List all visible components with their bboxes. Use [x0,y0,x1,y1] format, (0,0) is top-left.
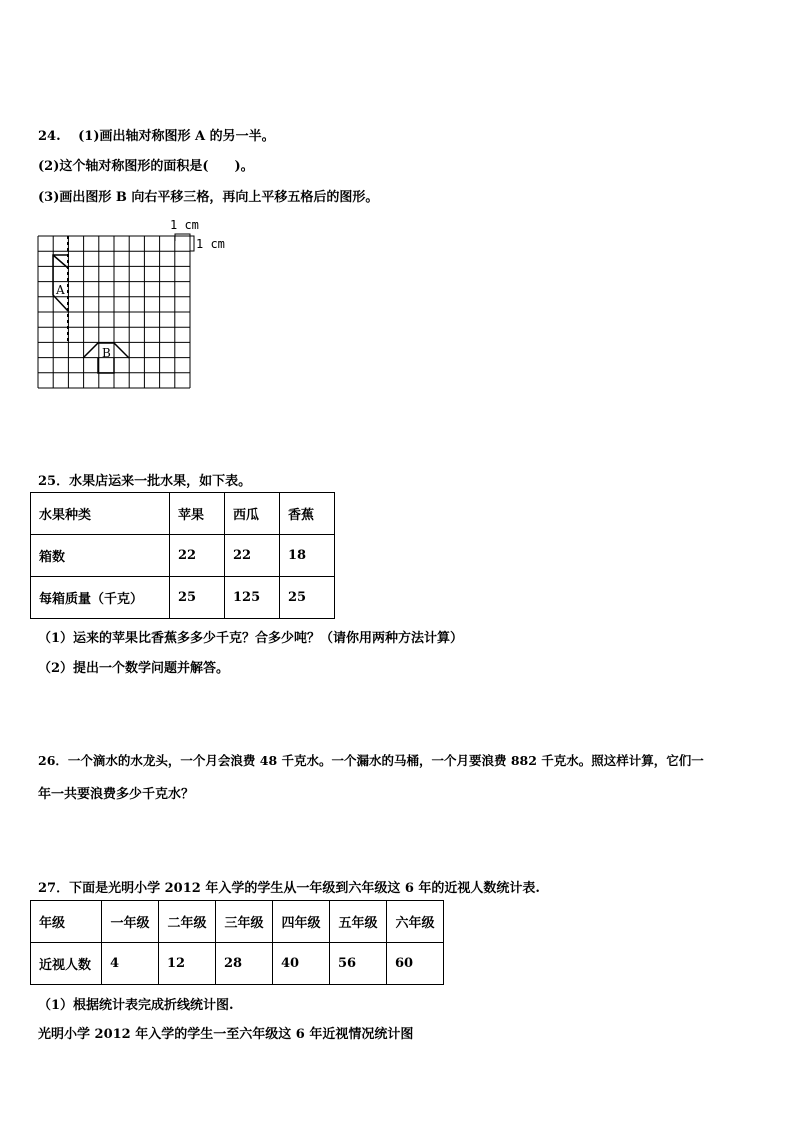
q26-line2: 年一共要浪费多少千克水？ [38,787,195,802]
q25-sub2: （2）提出一个数学问题并解答。 [38,661,230,676]
table-cell: 近视人数 [31,943,102,985]
table-header-row [31,493,335,535]
table-cell: 4 [102,943,159,985]
table-cell: 香蕉 [280,493,335,535]
table-cell: 西瓜 [225,493,280,535]
table-row [31,577,335,619]
table-cell: 25 [170,577,225,619]
shape-a-label: A [56,283,65,297]
myopia-table [30,900,444,985]
table-cell: 水果种类 [31,493,170,535]
table-cell: 四年级 [273,901,330,943]
unit-vertical-label: 1 cm [196,237,225,251]
table-cell: 二年级 [159,901,216,943]
q27-sub1: （1）根据统计表完成折线统计图. [38,998,234,1013]
unit-horizontal-brace [175,234,190,241]
table-cell: 28 [216,943,273,985]
unit-vertical-brace [190,236,194,251]
table-row [31,535,335,577]
table-row [31,943,444,985]
q27-title: 27．下面是光明小学 2012 年入学的学生从一年级到六年级这 6 年的近视人数统计表. [38,881,540,896]
table-cell: 五年级 [330,901,387,943]
shape-b-label: B [102,346,111,360]
q24-part2: (2)这个轴对称图形的面积是( )。 [38,159,254,174]
q24-part3: (3)画出图形 B 向右平移三格，再向上平移五格后的图形。 [38,190,379,205]
table-cell: 每箱质量（千克） [31,577,170,619]
table-cell: 25 [280,577,335,619]
table-cell: 六年级 [387,901,444,943]
table-cell: 一年级 [102,901,159,943]
table-cell: 18 [280,535,335,577]
table-cell: 年级 [31,901,102,943]
table-cell: 22 [225,535,280,577]
table-header-row [31,901,444,943]
q27-chart-caption: 光明小学 2012 年入学的学生一至六年级这 6 年近视情况统计图 [38,1027,414,1042]
table-cell: 三年级 [216,901,273,943]
q24-part1: 24. (1)画出轴对称图形 A 的另一半。 [38,129,275,144]
table-cell: 60 [387,943,444,985]
q25-sub1: （1）运来的苹果比香蕉多多少千克？合多少吨？（请你用两种方法计算） [38,631,464,646]
table-cell: 40 [273,943,330,985]
fruit-table [30,492,335,619]
q26-line1: 26．一个滴水的水龙头，一个月会浪费 48 千克水。一个漏水的马桶，一个月要浪费 882 千克水。照这样计算，它们一 [38,753,704,768]
table-cell: 箱数 [31,535,170,577]
table-cell: 苹果 [170,493,225,535]
unit-horizontal-label: 1 cm [170,218,199,232]
table-cell: 125 [225,577,280,619]
table-cell: 22 [170,535,225,577]
table-cell: 56 [330,943,387,985]
q25-title: 25．水果店运来一批水果，如下表。 [38,474,252,489]
table-cell: 12 [159,943,216,985]
